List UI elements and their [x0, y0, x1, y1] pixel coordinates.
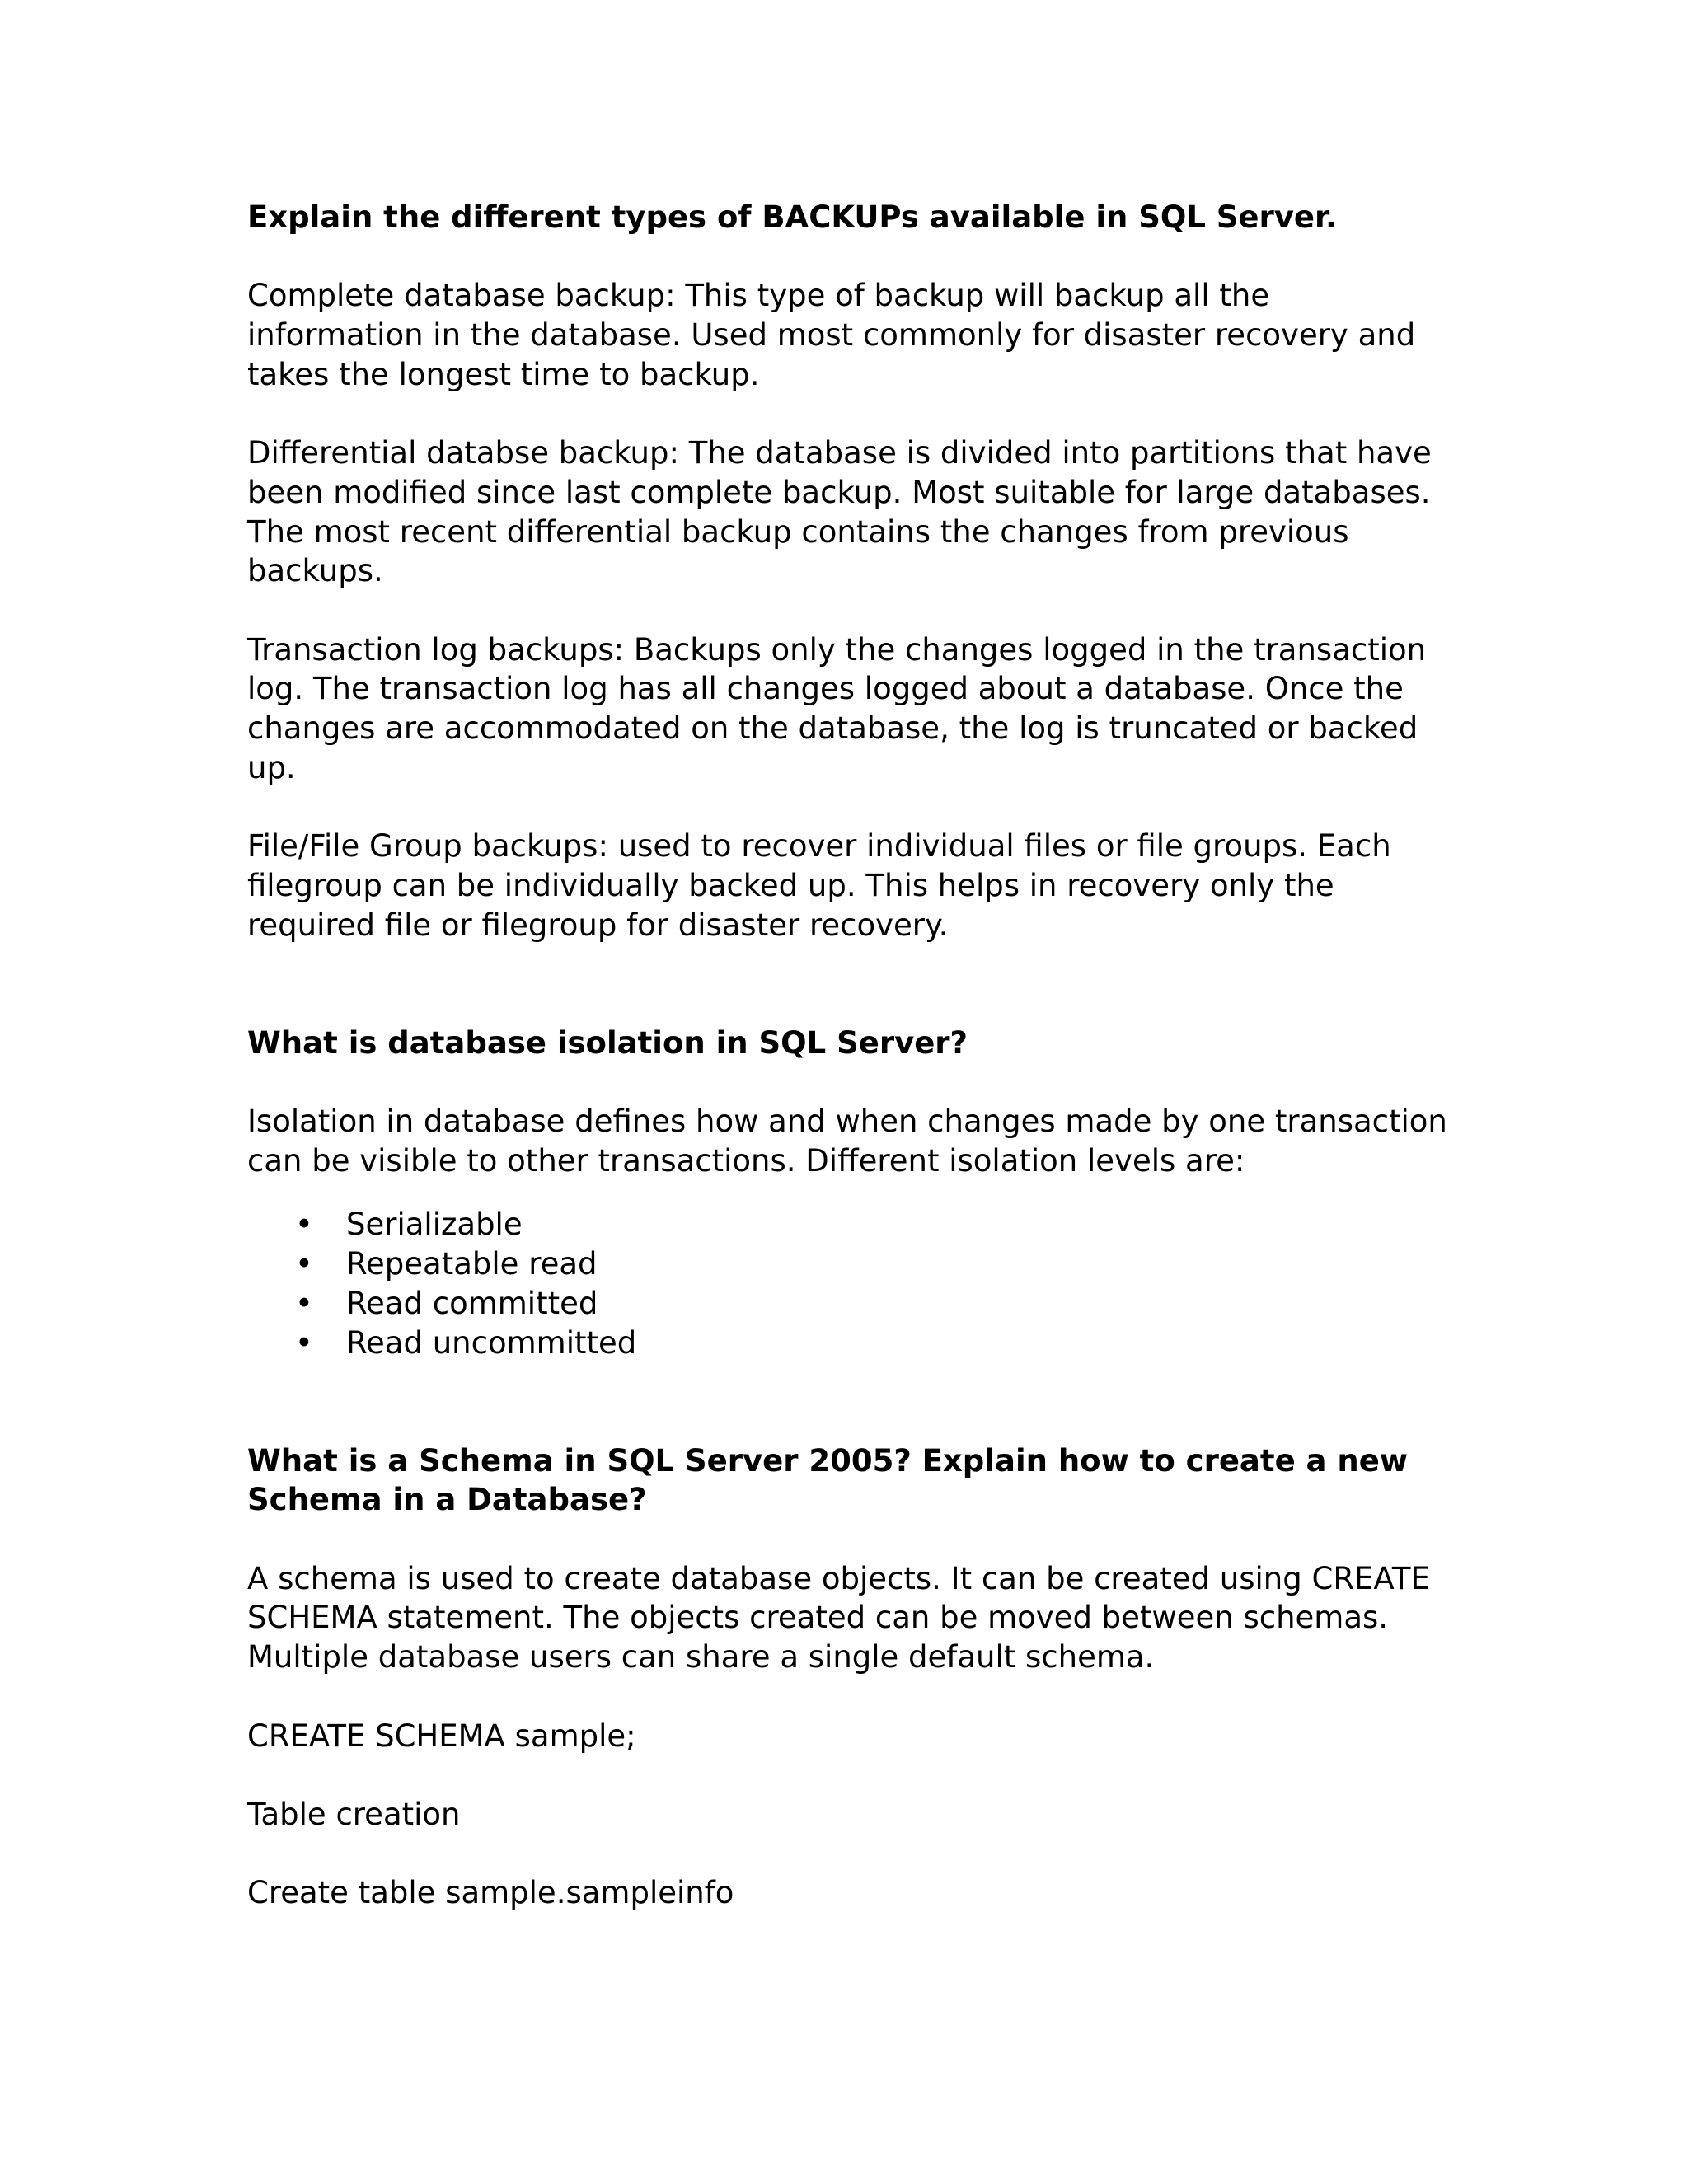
- paragraph-create-table-statement: Create table sample.sampleinfo: [247, 1875, 734, 1911]
- paragraph-isolation-intro: Isolation in database defines how and when changes made by one transaction can be visible to other transactions. Different isolation levels are:: [247, 1104, 1447, 1179]
- bullet-icon: •: [295, 1246, 313, 1282]
- bullet-icon: •: [295, 1324, 313, 1361]
- list-item-label: Repeatable read: [346, 1246, 598, 1282]
- list-item-label: Read uncommitted: [346, 1324, 637, 1361]
- document-content: [247, 198, 1451, 1952]
- bullet-icon: •: [295, 1285, 313, 1321]
- paragraph-complete-backup: Complete database backup: This type of backup will backup all the information in the database. Used most commonly for disaster recovery and takes the longest time to backup.: [247, 278, 1416, 392]
- isolation-levels-list: [247, 1205, 1451, 1362]
- heading-backup-types: Explain the different types of BACKUPs available in SQL Server.: [247, 199, 1338, 235]
- paragraph-table-creation: Table creation: [247, 1796, 461, 1832]
- list-item-label: Read committed: [346, 1285, 598, 1321]
- paragraph-filegroup-backup: File/File Group backups: used to recover individual files or file groups. Each filegroup can be individually backed up. This helps in recovery only the required file or filegroup for disaster recovery.: [247, 828, 1391, 943]
- list-item: [247, 1205, 1451, 1244]
- paragraph-schema-description: A schema is used to create database objects. It can be created using CREATE SCHEMA statement. The objects created can be moved between schemas. Multiple database users can share a single default schema.: [247, 1560, 1430, 1675]
- heading-schema: What is a Schema in SQL Server 2005? Explain how to create a new Schema in a Database?: [247, 1442, 1409, 1518]
- bullet-icon: •: [295, 1207, 313, 1243]
- list-item: [247, 1244, 1451, 1284]
- list-item-label: Serializable: [346, 1207, 523, 1243]
- paragraph-differential-backup: Differential databse backup: The database is divided into partitions that have been modified since last complete backup. Most suitable for large databases. The most recent differential backup contains the changes from previous backups.: [247, 435, 1432, 589]
- list-item: [247, 1324, 1451, 1363]
- paragraph-transaction-log-backup: Transaction log backups: Backups only the changes logged in the transaction log. The transaction log has all changes logged about a database. Once the changes are accommodated on the database, the log is truncated or backed up.: [247, 631, 1427, 785]
- heading-database-isolation: What is database isolation in SQL Server?: [247, 1024, 968, 1061]
- list-item: [247, 1284, 1451, 1324]
- paragraph-create-schema-statement: CREATE SCHEMA sample;: [247, 1718, 636, 1754]
